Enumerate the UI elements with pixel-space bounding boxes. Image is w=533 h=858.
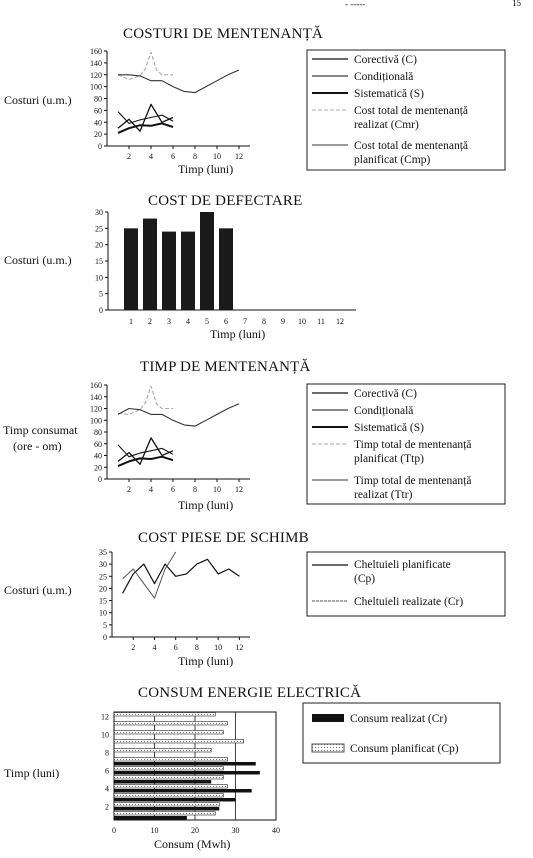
c3-legend: [307, 384, 505, 504]
c1-series-5-line: [118, 70, 239, 93]
c5-xtick-label: 40: [272, 826, 280, 835]
c2-xtick-label: 4: [186, 317, 190, 326]
c1-legend-label-4-line1: Cost total de mentenanță: [354, 105, 469, 117]
c2-xtick-label: 9: [281, 317, 285, 326]
c1-ytick-label: 20: [94, 130, 102, 140]
c2-bar: [200, 212, 214, 310]
c2-ylabel: Costuri (u.m.): [4, 253, 72, 267]
c3-xtick-label: 12: [235, 485, 243, 494]
c3-legend-label-2: Condițională: [354, 405, 414, 417]
c3-legend-swatches: [312, 393, 348, 480]
c2-plot: [124, 212, 233, 310]
c5-ytick-label: 8: [105, 748, 109, 758]
c3-xtick-label: 6: [171, 485, 175, 494]
c3-xlabel: Timp (luni): [178, 498, 234, 512]
c3-legend-label-5-line2: realizat (Ttr): [354, 489, 413, 501]
c4-legend-label-1: [354, 559, 451, 585]
c3-legend-label-1: Corectivă (C): [354, 388, 417, 400]
c3-series-3-line: [118, 457, 173, 466]
c5-xtick-label: 10: [150, 826, 159, 835]
c2-xtick-label: 7: [243, 317, 247, 326]
c2-xtick-label: 5: [205, 317, 209, 326]
c4-xtick-label: 2: [131, 643, 136, 652]
c5-ytick-label: 4: [105, 784, 109, 794]
c1-legend: [307, 50, 505, 170]
c1-title: COSTURI DE MENTENANȚĂ: [123, 26, 324, 42]
c1-legend-label-4: [354, 105, 468, 131]
c3-series-1-line: [118, 438, 173, 464]
c5-bar-realized: [114, 789, 252, 793]
c2-bar: [181, 232, 195, 310]
c4-plot: [123, 552, 240, 598]
c3-legend-label-4-line1: Timp total de mentenanță: [354, 439, 472, 451]
c4-axes: [99, 548, 250, 652]
c3-ytick-label: 120: [90, 404, 102, 414]
c2-xtick-label: 10: [298, 317, 306, 326]
c1-xtick-label: 2: [127, 152, 131, 161]
c1-legend-label-5-line1: Cost total de mentenanță: [354, 140, 469, 152]
c4-ytick-label: 30: [99, 560, 107, 570]
c3-ytick-label: 140: [90, 392, 102, 402]
c1-plot: [118, 52, 239, 133]
c3-legend-label-3: Sistematică (S): [354, 422, 424, 434]
c2-bar: [219, 228, 233, 310]
c2-bar: [124, 228, 138, 310]
c4-ytick-label: 35: [99, 548, 107, 557]
c5-bar-realized: [114, 798, 236, 802]
c1-axes: [90, 47, 250, 161]
c3-legend-label-4: [354, 439, 471, 465]
c4-xtick-label: 10: [214, 643, 223, 652]
c3-ytick-label: 20: [94, 463, 102, 473]
c3-ytick-label: 80: [94, 428, 102, 437]
c4-series-1-line: [123, 559, 240, 593]
c3-title: TIMP DE MENTENANȚĂ: [140, 359, 311, 375]
c2-ytick-label: 25: [95, 224, 103, 234]
c1-series-1-line: [118, 104, 173, 131]
c1-ytick-label: 60: [94, 106, 102, 116]
c5-title: CONSUM ENERGIE ELECTRICĂ: [138, 685, 362, 701]
c4-legend-label-1-line2: (Cp): [354, 573, 376, 585]
c4-legend-label-2: Cheltuieli realizate (Cr): [354, 596, 464, 608]
c5-bar-realized: [114, 807, 219, 811]
c1-legend-label-5-line2: planificat (Cmp): [354, 154, 431, 166]
corner-page-number: 15: [512, 0, 521, 8]
c1-ytick-label: 140: [90, 58, 102, 68]
c4-ytick-label: 0: [103, 633, 107, 642]
c1-legend-label-4-line2: realizat (Cmr): [354, 119, 419, 131]
c5-xtick-label: 20: [191, 826, 199, 835]
c5-xtick-label: 30: [231, 826, 240, 835]
top-mark-text: - -----: [345, 0, 366, 9]
c3-ytick-label: 160: [90, 381, 102, 390]
c2-xtick-label: 2: [148, 317, 152, 326]
c2-xtick-label: 1: [129, 317, 133, 326]
c4-ytick-label: 20: [99, 584, 107, 594]
c2-xtick-label: 12: [336, 317, 344, 326]
c5-bar-planned: [114, 812, 215, 816]
c5-ytick-label: 10: [101, 730, 109, 740]
c1-ytick-label: 80: [94, 94, 102, 104]
c5-plot: [114, 713, 260, 820]
c1-xtick-label: 6: [171, 152, 175, 161]
c1-legend-swatches: [312, 59, 348, 145]
c4-legend-swatches: [312, 565, 348, 601]
c5-bar-planned: [114, 758, 227, 762]
c4-legend-label-1-line1: Cheltuieli planificate: [354, 559, 451, 571]
c5-bar-planned: [114, 740, 244, 744]
c4-xtick-label: 4: [152, 643, 157, 652]
c1-series-3-line: [118, 123, 173, 132]
c2-ytick-label: 15: [95, 257, 103, 266]
c4-ytick-label: 25: [99, 572, 107, 582]
c3-ylabel-line2: (ore - om): [13, 439, 62, 453]
c1-legend-label-1: Corectivă (C): [354, 54, 417, 66]
c2-ytick-label: 5: [99, 289, 103, 299]
c4-xtick-label: 8: [194, 643, 199, 652]
c4-ytick-label: 15: [99, 596, 107, 606]
c5-legend-label-1: Consum realizat (Cr): [350, 713, 448, 725]
c5-ytick-label: 12: [101, 712, 109, 722]
c1-ytick-label: 0: [98, 142, 102, 151]
c5-bar-planned: [114, 722, 227, 726]
c5-xtick-label: 0: [112, 826, 116, 835]
c3-ytick-label: 60: [94, 439, 102, 449]
c5-ytick-label: 2: [105, 802, 109, 812]
c4-title: COST PIESE DE SCHIMB: [138, 530, 309, 546]
c1-ytick-label: 100: [90, 82, 102, 92]
c5-legend-swatch-2: [312, 744, 344, 752]
c5-legend: [303, 703, 500, 763]
c3-ylabel-line1: Timp consumat: [3, 423, 78, 437]
c3-xtick-label: 8: [193, 485, 197, 494]
c4-xlabel: Timp (luni): [178, 654, 234, 668]
c1-ytick-label: 120: [90, 70, 102, 80]
c5-bar-planned: [114, 749, 211, 753]
c5-bar-planned: [114, 731, 223, 735]
c5-bar-planned: [114, 794, 223, 798]
c2-ytick-label: 30: [95, 208, 103, 217]
c3-legend-label-4-line2: planificat (Ttp): [354, 453, 424, 465]
c5-legend-label-2: Consum planificat (Cp): [350, 743, 459, 755]
c5-bar-realized: [114, 816, 187, 820]
c2-xlabel: Timp (luni): [210, 327, 266, 341]
c1-xtick-label: 4: [149, 152, 153, 161]
c2-xtick-label: 11: [317, 317, 325, 326]
c3-xtick-label: 10: [213, 485, 221, 494]
c1-ylabel: Costuri (u.m.): [4, 93, 72, 107]
c1-xtick-label: 12: [235, 152, 243, 161]
c3-legend-label-5: [354, 475, 471, 501]
c1-legend-label-2: Condițională: [354, 71, 414, 83]
c2-ytick-label: 0: [99, 306, 103, 315]
c5-bar-planned: [114, 713, 215, 717]
c3-xtick-label: 2: [127, 485, 131, 494]
c4-xtick-label: 6: [173, 643, 178, 652]
c2-xtick-label: 6: [224, 317, 228, 326]
c4-ytick-label: 10: [99, 608, 107, 618]
c1-xtick-label: 8: [193, 152, 197, 161]
c3-ytick-label: 40: [94, 451, 102, 461]
c2-xtick-label: 8: [262, 317, 266, 326]
c5-xlabel: Consum (Mwh): [154, 837, 231, 851]
c5-legend-swatches: [312, 714, 344, 752]
c1-xtick-label: 10: [213, 152, 221, 161]
c5-bar-planned: [114, 803, 219, 807]
c1-ytick-label: 160: [90, 47, 102, 56]
c5-bar-realized: [114, 771, 260, 775]
c5-bar-planned: [114, 767, 223, 771]
c2-xtick-label: 3: [167, 317, 171, 326]
c4-legend: [307, 552, 505, 616]
c3-legend-label-5-line1: Timp total de mentenanță: [354, 475, 472, 487]
c3-ytick-label: 100: [90, 416, 102, 426]
c2-title: COST DE DEFECTARE: [148, 193, 303, 209]
c5-bar-planned: [114, 785, 227, 789]
c3-xtick-label: 4: [149, 485, 153, 494]
c4-ytick-label: 5: [103, 620, 107, 630]
c3-plot: [118, 386, 239, 466]
c2-ytick-label: 10: [95, 273, 103, 283]
c3-series-5-line: [118, 404, 239, 426]
c5-ytick-label: 6: [105, 766, 109, 776]
c1-legend-label-5: [354, 140, 468, 166]
c1-series-4-line: [118, 52, 173, 79]
c2-bar: [162, 232, 176, 310]
c5-legend-swatch-1: [312, 714, 344, 722]
c1-legend-label-3: Sistematică (S): [354, 88, 424, 100]
c5-ylabel: Timp (luni): [4, 766, 60, 780]
c1-ytick-label: 40: [94, 118, 102, 128]
c4-ylabel: Costuri (u.m.): [4, 583, 72, 597]
c3-axes: [90, 381, 250, 494]
c5-bar-realized: [114, 780, 211, 784]
c1-xlabel: Timp (luni): [178, 162, 234, 176]
c5-bar-planned: [114, 776, 223, 780]
c2-ytick-label: 20: [95, 240, 103, 250]
c3-ytick-label: 0: [98, 475, 102, 484]
c2-bar: [143, 219, 157, 310]
c4-xtick-label: 12: [235, 643, 244, 652]
c5-bar-realized: [114, 762, 256, 766]
